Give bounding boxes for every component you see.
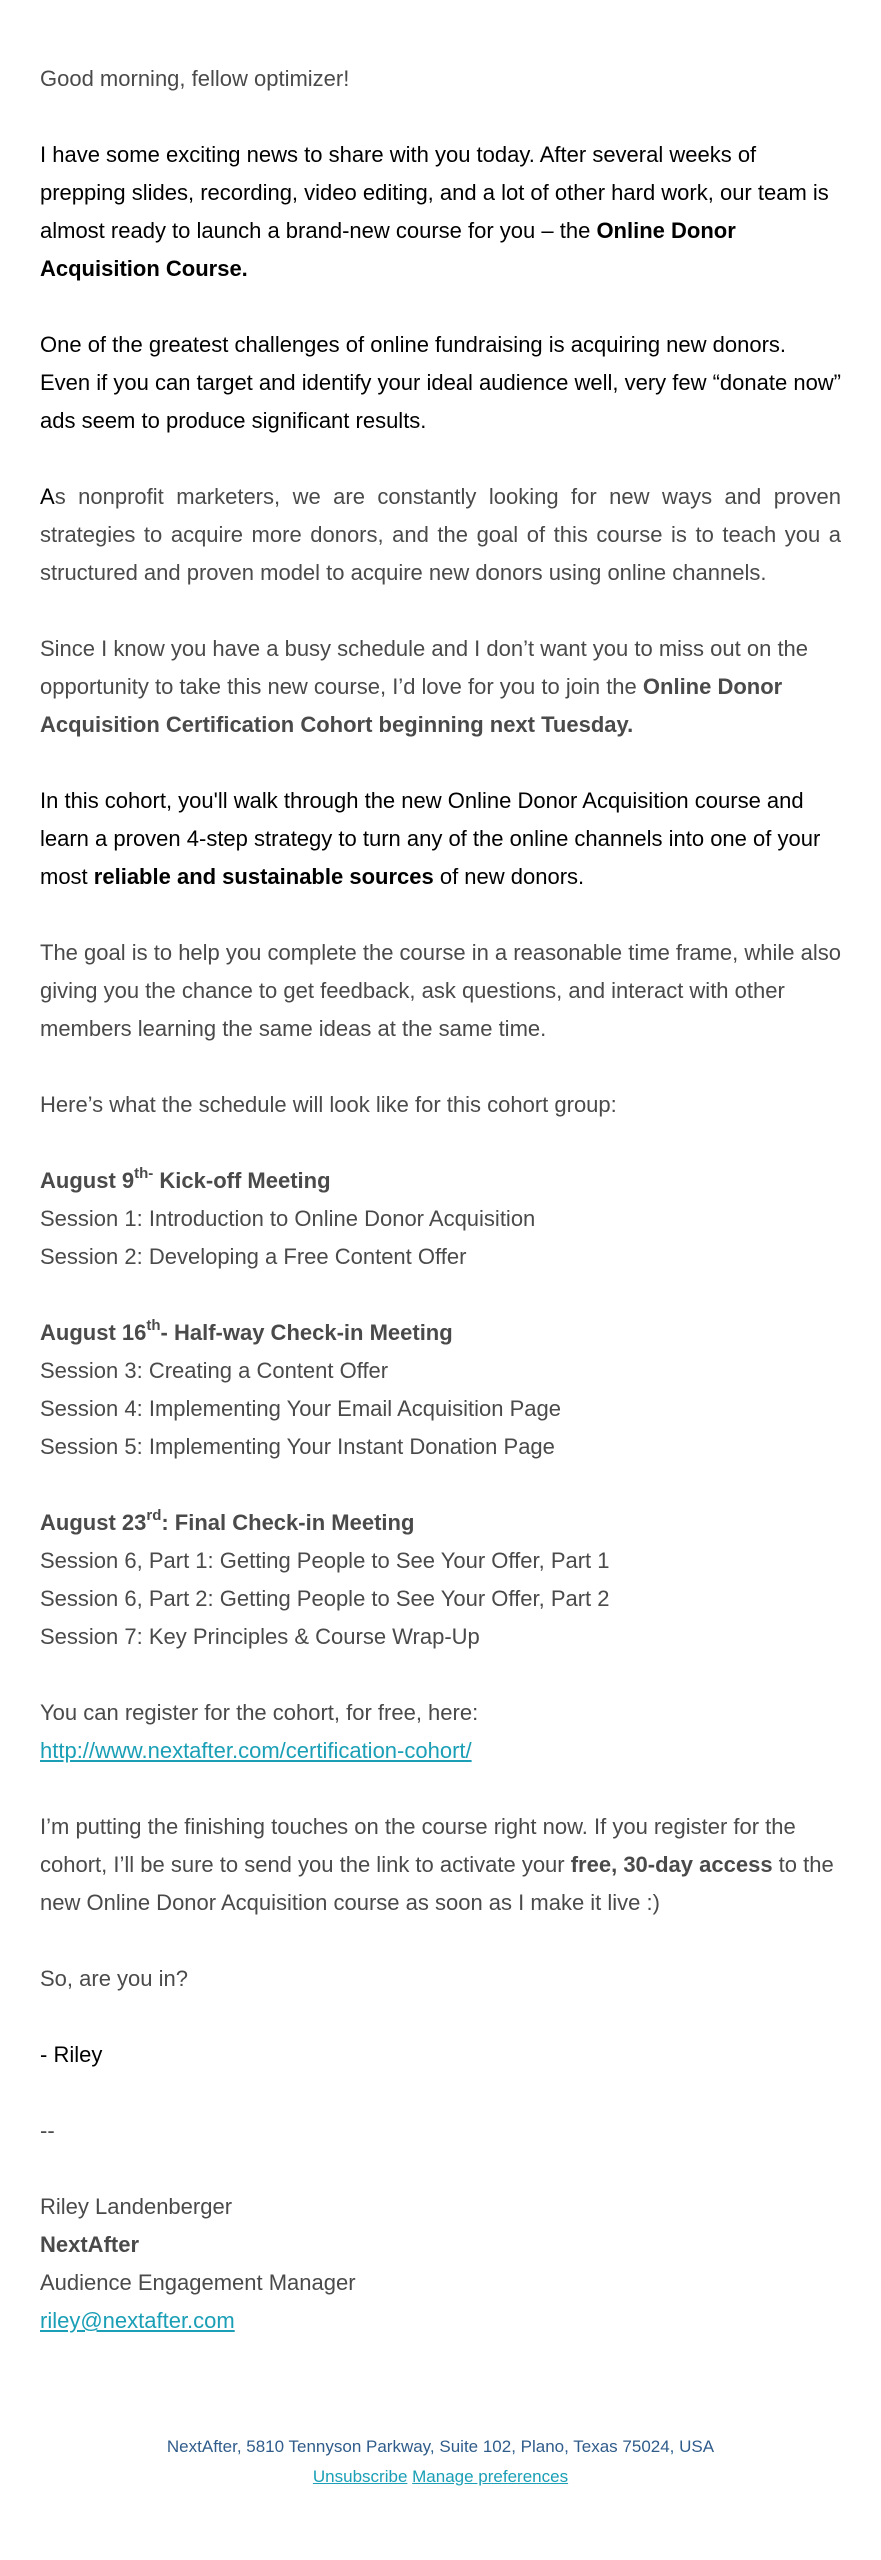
session-item: Session 2: Developing a Free Content Offer (40, 1244, 467, 1269)
date-suffix: th- (134, 1164, 154, 1182)
schedule-block (40, 1162, 841, 1276)
signature (40, 2188, 841, 2340)
access-paragraph (40, 1808, 841, 1922)
register-text: You can register for the cohort, for free, here: (40, 1700, 479, 1725)
meeting-heading (40, 1162, 841, 1200)
session-item: Session 3: Creating a Content Offer (40, 1358, 389, 1383)
date-suffix: rd (146, 1506, 162, 1524)
schedule-text: Since I know you have a busy schedule and I don’t want you to miss out on the opportunity to take this new course, I’d love for you to join the (40, 636, 809, 699)
access-text-end: to the new Online Donor Acquisition course as soon as I make it live :) (40, 1852, 834, 1915)
unsubscribe-link[interactable]: Unsubscribe (312, 2467, 408, 2486)
session-item: Session 6, Part 1: Getting People to See Your Offer, Part 1 (40, 1548, 610, 1573)
challenge-paragraph: One of the greatest challenges of online fundraising is acquiring new donors. Even if you can target and identify your ideal audience well, very few “donate now” ads seem to produce significant results. (40, 332, 842, 433)
sources-bold: reliable and sustainable sources (93, 864, 434, 889)
session-item: Session 7: Key Principles & Course Wrap-Up (40, 1624, 480, 1649)
session-item: Session 1: Introduction to Online Donor Acquisition (40, 1206, 536, 1231)
marketers-text: s nonprofit marketers, we are constantly looking for new ways and proven strategies to acquire more donors, and the goal of this course is to teach you a structured and proven model to acquire new donors using online channels. (40, 484, 841, 585)
signoff: - Riley (40, 2042, 103, 2067)
meeting-heading (40, 1504, 841, 1542)
cohort-text: In this cohort, you'll walk through the new Online Donor Acquisition course and learn a proven 4-step strategy to turn any of the online channels into one of your most (40, 788, 821, 889)
meeting-title: - Half-way Check-in Meeting (160, 1320, 453, 1345)
footer-links (0, 2462, 881, 2492)
separator: -- (40, 2118, 55, 2143)
meeting-heading (40, 1314, 841, 1352)
date-suffix: th (146, 1316, 161, 1334)
meeting-date: August 23 (40, 1510, 147, 1535)
schedule-intro: Here’s what the schedule will look like for this cohort group: (40, 1092, 617, 1117)
schedule-block (40, 1314, 841, 1466)
session-item: Session 4: Implementing Your Email Acquisition Page (40, 1396, 561, 1421)
signature-title: Audience Engagement Manager (40, 2270, 356, 2295)
access-bold: free, 30-day access (570, 1852, 773, 1877)
register-paragraph (40, 1694, 841, 1770)
marketers-paragraph (40, 478, 841, 592)
email-footer (0, 2432, 881, 2492)
schedule-paragraph (40, 630, 841, 744)
register-link[interactable]: http://www.nextafter.com/certification-cohort/ (40, 1738, 472, 1763)
session-item: Session 5: Implementing Your Instant Donation Page (40, 1434, 555, 1459)
manage-preferences-link[interactable]: Manage preferences (412, 2467, 569, 2486)
intro-paragraph (40, 136, 841, 288)
question: So, are you in? (40, 1966, 188, 1991)
meeting-title: Kick-off Meeting (153, 1168, 331, 1193)
course-name: Online Donor Acquisition Course. (40, 218, 736, 281)
cohort-text-end: of new donors. (433, 864, 585, 889)
drop-letter: A (40, 484, 55, 509)
access-text: I’m putting the finishing touches on the course right now. If you register for the cohort, I’ll be sure to send you the link to activate your (40, 1814, 796, 1877)
meeting-title: : Final Check-in Meeting (161, 1510, 415, 1535)
meeting-date: August 9 (40, 1168, 135, 1193)
cohort-paragraph (40, 782, 841, 896)
signature-company: NextAfter (40, 2232, 140, 2257)
signature-email-link[interactable]: riley@nextafter.com (40, 2308, 235, 2333)
footer-address: NextAfter, 5810 Tennyson Parkway, Suite 102, Plano, Texas 75024, USA (166, 2437, 715, 2456)
greeting: Good morning, fellow optimizer! (40, 66, 350, 91)
schedule-block (40, 1504, 841, 1656)
cohort-name: Online Donor Acquisition Certification Cohort beginning next Tuesday. (40, 674, 783, 737)
goal-paragraph: The goal is to help you complete the course in a reasonable time frame, while also giving you the chance to get feedback, ask questions, and interact with other members learning the same ideas at the same time. (40, 940, 841, 1041)
signature-name: Riley Landenberger (40, 2194, 233, 2219)
intro-text: I have some exciting news to share with you today. After several weeks of prepping slides, recording, video editing, and a lot of other hard work, our team is almost ready to launch a brand-new course for you – the (40, 142, 829, 243)
session-item: Session 6, Part 2: Getting People to See Your Offer, Part 2 (40, 1586, 610, 1611)
meeting-date: August 16 (40, 1320, 147, 1345)
